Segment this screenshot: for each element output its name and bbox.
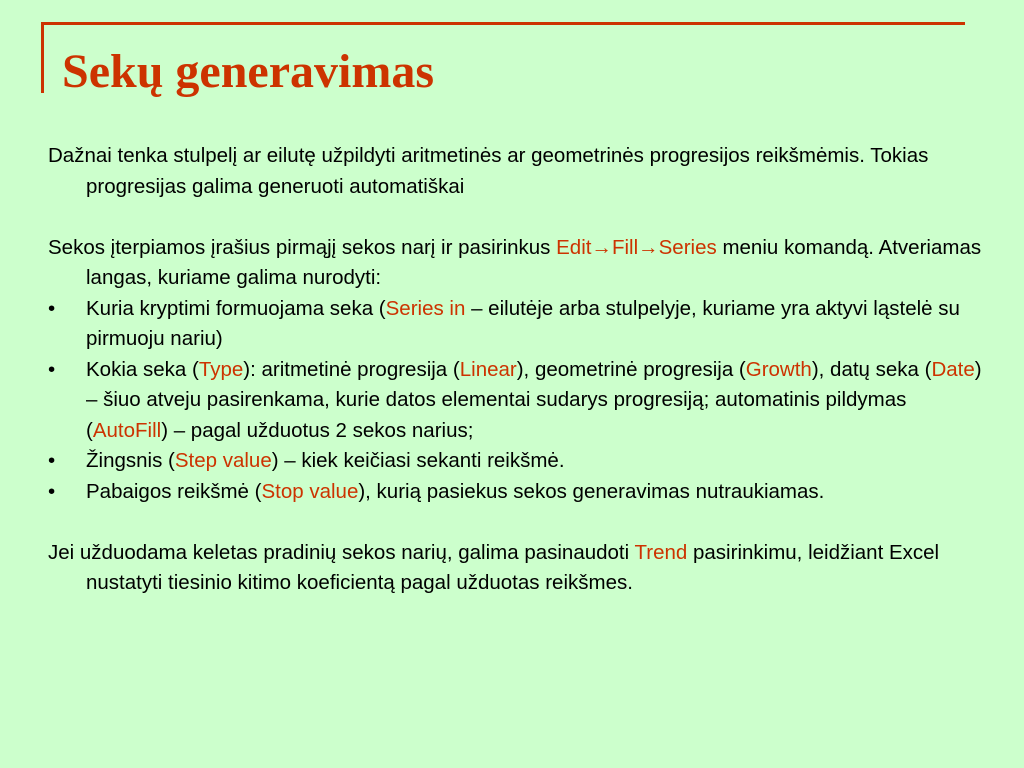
spacer [48,507,988,538]
bullet-marker: • [48,357,56,381]
bullet-item-text: ) – kiek keičiasi sekanti reikšmė. [271,449,565,472]
keyword-autofill: AutoFill [92,418,162,442]
bullet-item-series-in [48,294,988,355]
paragraph-series-command-text-after: meniu komandą. Atveriamas langas, kuriame galima nurodyti: [86,235,982,289]
bullet-item-text: ), kurią pasiekus sekos generavimas nutraukiamas. [358,479,825,503]
bullet-item-text: ), geometrinė progresija ( [516,357,746,381]
title-frame-top-line [41,22,965,25]
menu-path-edit-fill-series: Edit→Fill→Series [556,235,717,259]
paragraph-intro-text: Dažnai tenka stulpelį ar eilutę užpildyti aritmetinės ar geometrinės progresijos reikšmėmis. Tokias progresijas galima generuoti automatiškai [48,144,929,198]
bullet-item-text: Pabaigos reikšmė ( [86,479,262,503]
keyword-type: Type [198,357,244,381]
bullet-marker: • [48,479,56,503]
spacer [48,202,988,233]
paragraph-series-command-text-before: Sekos įterpiamos įrašius pirmąjį sekos narį ir pasirinkus [48,235,557,259]
bullet-item-text: Kuria kryptimi formuojama seka ( [86,296,386,320]
bullet-item-step-value [48,446,988,477]
keyword-series-in: Series in [385,296,466,320]
title-frame-left-line [41,22,44,93]
bullet-item-text: Žingsnis ( [86,449,175,472]
bullet-item-text: ) – pagal užduotus 2 sekos narius; [161,418,474,442]
paragraph-intro [48,141,988,202]
slide-body [48,141,988,599]
paragraph-trend-text-after: pasirinkimu, leidžiant Excel nustatyti tiesinio kitimo koeficientą pagal užduotas reikšmes. [86,540,940,594]
bullet-item-stop-value [48,477,988,508]
bullet-marker: • [48,449,56,472]
keyword-stop-value: Stop value [261,479,359,503]
paragraph-trend [48,538,988,599]
bullet-item-text: – eilutėje arba stulpelyje, kuriame yra aktyvi ląstelė su pirmuoju nariu) [86,296,960,350]
keyword-step-value: Step value [174,449,272,472]
keyword-trend: Trend [634,540,688,564]
keyword-linear: Linear [459,357,517,381]
paragraph-trend-text-before: Jei užduodama keletas pradinių sekos narių, galima pasinaudoti [48,540,635,564]
bullet-item-text: ), datų seka ( [811,357,932,381]
keyword-growth: Growth [745,357,812,381]
bullet-item-type [48,355,988,447]
bullet-marker: • [48,296,56,320]
bullet-item-text: ) – šiuo atveju pasirenkama, kurie datos elementai sudarys progresiją; automatinis pildymas ( [86,357,982,442]
bullet-item-text: ): aritmetinė progresija ( [243,357,460,381]
keyword-date: Date [931,357,975,381]
bullet-item-text: Kokia seka ( [86,357,199,381]
paragraph-series-command [48,233,988,294]
slide-title: Sekų generavimas [62,45,434,98]
